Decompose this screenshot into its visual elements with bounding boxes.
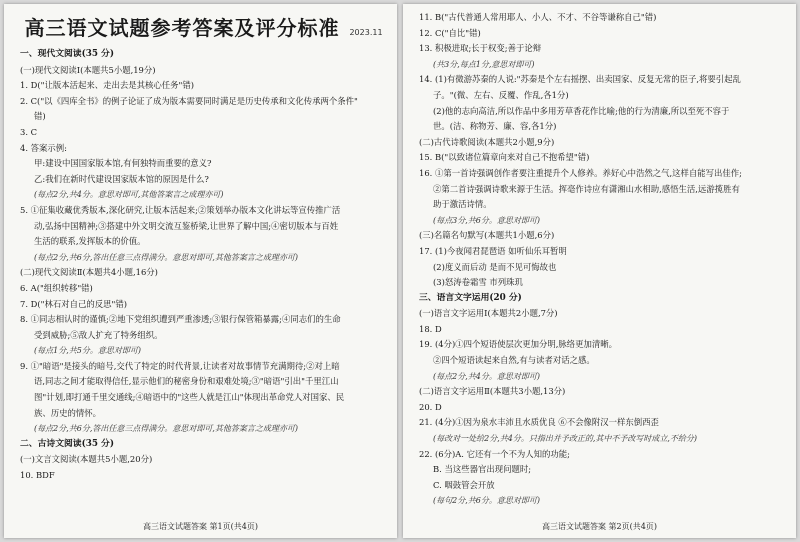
answer-line: 5. ①征集收藏优秀版本,深化研究,让版本活起来;②策划举办版本文化讲坛等宣传推广活 [20, 204, 341, 215]
answer-line: (三)名篇名句默写(本题共1小题,6分) [419, 230, 555, 241]
answer-line: 18. D [419, 323, 442, 334]
answer-line: 14. (1)有微游苏秦的人说:"苏秦是个左右摇摆、出卖国家、反复无常的臣子,将要引起乱 [419, 74, 741, 85]
page-footer-right: 高三语文试题答案 第2页(共4页) [542, 522, 657, 531]
answer-line: (每点2分,共6分,答出任意三点得满分。意思对即可,其他答案言之成理亦可) [34, 252, 299, 262]
answer-line: 图"计划,即打通千里交通线;④暗语中的"这些人就是江山"体现出革命党人对国家、民 [34, 392, 345, 403]
answer-line: 8. ①同志相认时的谨慎;②地下党组织遭到严重渗透;③银行保管箱暴露;④同志们的生命 [20, 314, 341, 325]
answer-line: 生活的联系,发挥版本的价值。 [34, 236, 146, 247]
answer-line: (2)他的志向高洁,所以作品中多用芳草香花作比喻;他的行为清廉,所以至死不容于 [433, 105, 730, 116]
answer-line: 动,弘扬中国精神;③搭建中外文明交流互鉴桥梁,让世界了解中国;④密切版本与百姓 [34, 220, 339, 231]
answer-line: (每点2分,共4分。意思对即可,其他答案言之成理亦可) [34, 190, 224, 200]
answer-line: (二)古代诗歌阅读(本题共2小题,9分) [419, 136, 555, 147]
answer-line: (一)文言文阅读(本题共5小题,20分) [20, 454, 153, 465]
answer-line: 6. A("组织转移"错) [20, 282, 93, 293]
answer-line: 16. ①第一首诗强调创作者要注重提升个人修养。养好心中浩然之气,这样自能写出佳作; [419, 167, 742, 178]
section-heading: 三、语言文字运用(20 分) [419, 292, 522, 303]
answer-line: 1. D("让版本活起来、走出去是其核心任务"错) [20, 80, 194, 91]
page-left [4, 4, 397, 538]
answer-line: (2)度义而后动 是而不见可悔故也 [433, 261, 557, 272]
answer-line: 10. BDF [20, 470, 55, 481]
answer-line: 9. ①"暗语"是接头的暗号,交代了特定的时代背景,让读者对故事情节充满期待;②对上暗 [20, 360, 340, 371]
title-row [20, 12, 387, 41]
answer-line: 乙:我们在新时代建设国家版本馆的原因是什么? [34, 173, 209, 184]
answer-line: (3)怒涛卷霜雪 市列珠玑 [433, 277, 523, 288]
answer-line: 族、历史的情怀。 [34, 407, 101, 418]
answer-line: ②第二首诗强调诗歌来源于生活。挥毫作诗应有潇湘山水相助,感悟生活,远游揽胜有 [433, 183, 740, 194]
answer-line: 19. (4分)①四个短语使层次更加分明,脉络更加清晰。 [419, 339, 618, 350]
answer-line: 13. 积极进取;长于权变;善于论辩 [419, 43, 542, 54]
answer-line: 语,同志之间才能取得信任,显示他们的秘密身份和艰难处境;③"暗语"引出"千里江山 [34, 376, 339, 387]
answer-line: 15. B("以致诸位篇章向来对自己不抱希望"错) [419, 152, 590, 163]
answer-line: (一)现代文阅读Ⅰ(本题共5小题,19分) [20, 64, 156, 75]
answer-line: 3. C [20, 126, 38, 137]
section-heading: 一、现代文阅读(35 分) [20, 49, 115, 59]
answer-line: 受到威胁;⑤敌人扩充了特务组织。 [34, 329, 163, 340]
document-date: 2023.11 [349, 28, 383, 37]
answer-line: (共3分,每点1分,意思对即可) [433, 59, 535, 69]
answer-line: (二)语言文字运用Ⅱ(本题共3小题,13分) [419, 386, 566, 397]
answer-line: 22. (6分)A. 它还有一个不为人知的功能; [419, 448, 570, 459]
answer-line: (每句2分,共6分。意思对即可) [433, 496, 540, 506]
answer-line: (一)语言文字运用Ⅰ(本题共2小题,7分) [419, 308, 558, 319]
answer-line: C. 咽鼓管会开放 [433, 479, 495, 490]
answer-line: 错) [34, 111, 46, 122]
answer-line: ②四个短语读起来自然,有与读者对话之感。 [433, 355, 595, 366]
answer-line: 17. (1)今夜闻君琵琶语 如听仙乐耳暂明 [419, 245, 567, 256]
answer-line: 12. C("自比"错) [419, 27, 481, 38]
section-heading: 二、古诗文阅读(35 分) [20, 438, 115, 449]
document-title: 高三语文试题参考答案及评分标准 [24, 16, 340, 40]
answer-line: 子。"(微、左右、反覆、作乱,各1分) [433, 89, 569, 100]
right-page-content [419, 10, 786, 509]
answer-line: 2. C("以《四库全书》的例子论证了成为版本需要同时满足是历史传承和文化传承两个条件" [20, 95, 358, 106]
answer-line: (每点1分,共5分。意思对即可) [34, 346, 141, 356]
answer-line: (每点2分,共4分。意思对即可) [433, 371, 540, 381]
answer-line: (二)现代文阅读Ⅱ(本题共4小题,16分) [20, 267, 158, 278]
answer-line: 甲:建设中国国家版本馆,有何独特而重要的意义? [34, 158, 212, 169]
answer-line: (每改对一处给2分,共4分。只指出并予改正的,其中不予改写时成立,不给分) [433, 434, 698, 444]
answer-line: 11. B("古代普通人常用耶人、小人、不才、不谷等谦称自己"错) [419, 12, 657, 22]
answer-line: (每点3分,共6分。意思对即可) [433, 215, 540, 225]
answer-line: 7. D("林石对自己的反思"错) [20, 298, 127, 309]
answer-line: 21. (4分)①因为泉水丰沛且水质优良 ⑥不会像附汉一样东倒西歪 [419, 417, 659, 428]
left-page-content [20, 47, 387, 484]
page-right [403, 4, 796, 538]
answer-line: 20. D [419, 401, 442, 412]
answer-line: 4. 答案示例: [20, 142, 67, 153]
answer-line: (每点2分,共6分,答出任意三点得满分。意思对即可,其他答案言之成理亦可) [34, 424, 299, 434]
answer-line: 世。(洁、称物芳、廉、容,各1分) [433, 121, 557, 132]
answer-line: B. 当这些器官出现问题时; [433, 464, 532, 475]
page-footer-left: 高三语文试题答案 第1页(共4页) [143, 522, 258, 531]
answer-line: 助于激活诗情。 [433, 199, 492, 210]
